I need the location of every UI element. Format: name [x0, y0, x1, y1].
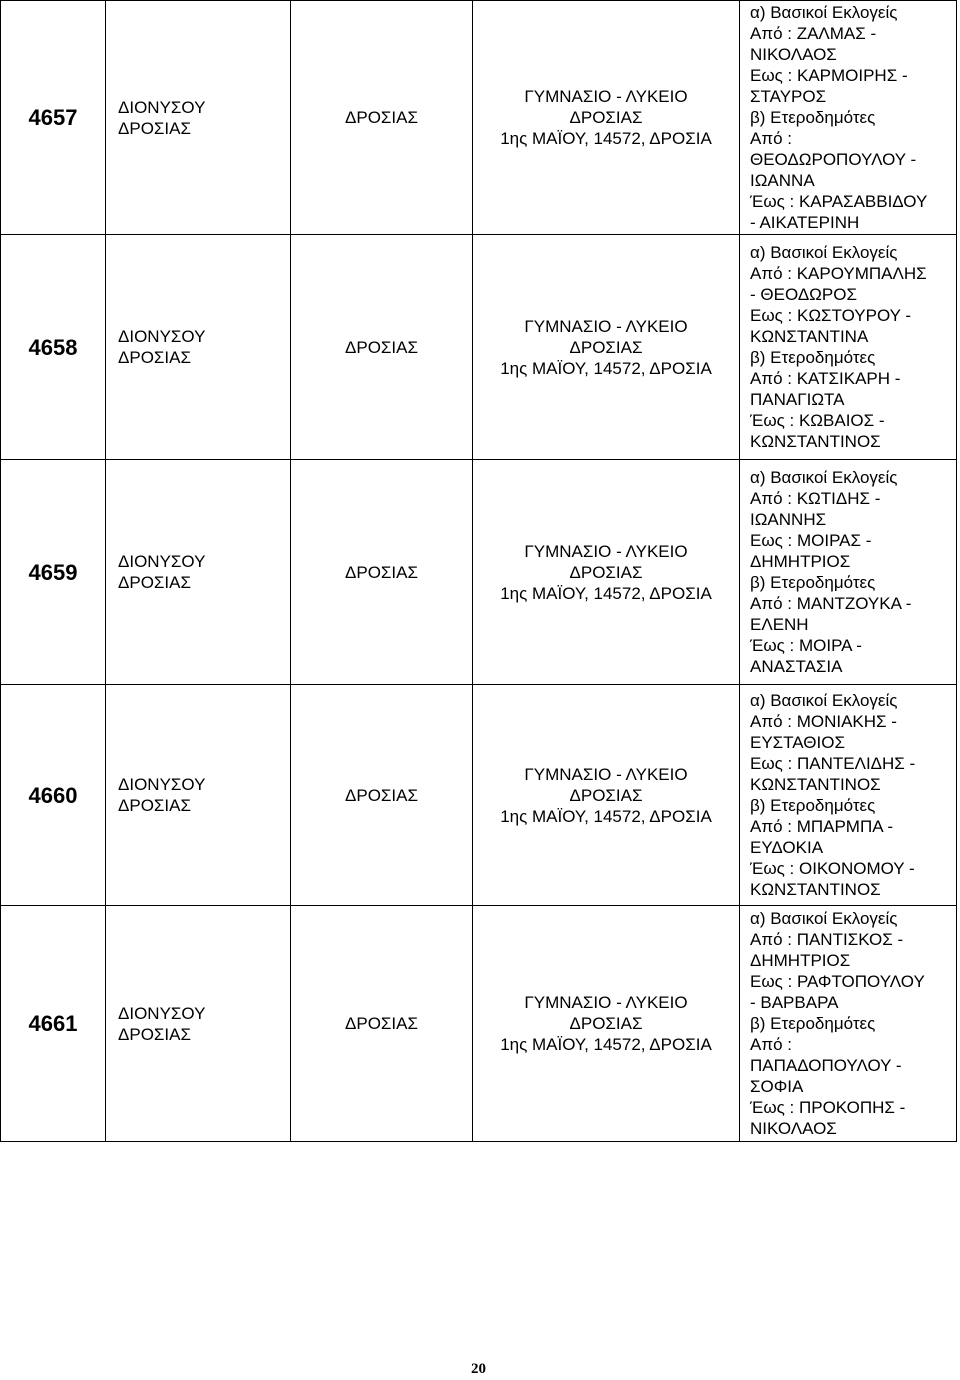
representatives-cell [740, 906, 957, 1142]
representative-line: ΚΩΝΣΤΑΝΤΙΝΑ [750, 327, 869, 346]
representative-line: β) Ετεροδημότες [750, 108, 876, 127]
representative-line: Εως : ΚΩΣΤΟΥΡΟΥ - [750, 306, 912, 325]
municipality-line: ΔΡΟΣΙΑΣ [118, 796, 191, 815]
polling-place-line: ΔΡΟΣΙΑΣ [569, 562, 643, 582]
representatives-cell [740, 235, 957, 460]
representative-line: ΣΟΦΙΑ [750, 1077, 804, 1096]
representative-line: Από : ΜΟΝΙΑΚΗΣ - [750, 712, 897, 731]
table-row [1, 460, 957, 685]
table-row [1, 906, 957, 1142]
representative-line: ΔΗΜΗΤΡΙΟΣ [750, 552, 851, 571]
table-row [1, 685, 957, 906]
polling-place-cell [473, 906, 740, 1142]
representative-line: ΚΩΝΣΤΑΝΤΙΝΟΣ [750, 880, 881, 899]
page-number: 20 [471, 1361, 486, 1377]
representative-line: - ΘΕΟΔΩΡΟΣ [750, 285, 857, 304]
representative-line: ΚΩΝΣΤΑΝΤΙΝΟΣ [750, 432, 881, 451]
municipality-line: ΔΡΟΣΙΑΣ [118, 348, 191, 367]
representative-line: β) Ετεροδημότες [750, 573, 876, 592]
representative-line: α) Βασικοί Εκλογείς [750, 909, 898, 928]
table-row [1, 1, 957, 235]
representative-line: α) Βασικοί Εκλογείς [750, 243, 898, 262]
representative-line: ΚΩΝΣΤΑΝΤΙΝΟΣ [750, 775, 881, 794]
representative-line: Εως : ΜΟΙΡΑΣ - [750, 531, 872, 550]
representative-line: Από : [750, 129, 792, 148]
representative-line: ΝΙΚΟΛΑΟΣ [750, 1119, 837, 1138]
representative-line: Έως : ΠΡΟΚΟΠΗΣ - [750, 1098, 906, 1117]
representative-line: Εως : ΡΑΦΤΟΠΟΥΛΟΥ [750, 972, 925, 991]
representative-line: Από : ΜΠΑΡΜΠΑ - [750, 817, 894, 836]
polling-place-cell [473, 685, 740, 906]
municipality-line: ΔΡΟΣΙΑΣ [118, 573, 191, 592]
representative-line: - ΑΙΚΑΤΕΡΙΝΗ [750, 213, 860, 232]
representative-line: ΠΑΝΑΓΙΩΤΑ [750, 390, 845, 409]
representative-line: ΔΗΜΗΤΡΙΟΣ [750, 951, 851, 970]
representative-line: ΕΥΣΤΑΘΙΟΣ [750, 733, 845, 752]
station-number: 4657 [1, 1, 106, 235]
representative-line: Από : ΠΑΝΤΙΣΚΟΣ - [750, 930, 904, 949]
representative-line: Εως : ΠΑΝΤΕΛΙΔΗΣ - [750, 754, 916, 773]
polling-place-line: ΔΡΟΣΙΑΣ [569, 785, 643, 805]
polling-place-line: 1ης ΜΑΪΟΥ, 14572, ΔΡΟΣΙΑ [500, 806, 712, 826]
station-number: 4660 [1, 685, 106, 906]
polling-place-line: ΓΥΜΝΑΣΙΟ - ΛΥΚΕΙΟ [524, 764, 688, 784]
representative-line: α) Βασικοί Εκλογείς [750, 3, 898, 22]
municipality-line: ΔΙΟΝΥΣΟΥ [118, 327, 206, 346]
municipality-cell [106, 906, 291, 1142]
polling-place-line: ΔΡΟΣΙΑΣ [569, 337, 643, 357]
representative-line: Έως : ΚΩΒΑΙΟΣ - [750, 411, 885, 430]
municipality-line: ΔΙΟΝΥΣΟΥ [118, 775, 206, 794]
district-cell: ΔΡΟΣΙΑΣ [291, 235, 473, 460]
district-cell: ΔΡΟΣΙΑΣ [291, 685, 473, 906]
polling-place-cell [473, 460, 740, 685]
representative-line: Από : ΖΑΛΜΑΣ - [750, 24, 877, 43]
district-cell: ΔΡΟΣΙΑΣ [291, 460, 473, 685]
municipality-cell [106, 685, 291, 906]
representative-line: β) Ετεροδημότες [750, 1014, 876, 1033]
representative-line: ΙΩΑΝΝΑ [750, 171, 815, 190]
polling-place-line: 1ης ΜΑΪΟΥ, 14572, ΔΡΟΣΙΑ [500, 358, 712, 378]
representative-line: Εως : ΚΑΡΜΟΙΡΗΣ - [750, 66, 908, 85]
municipality-cell [106, 460, 291, 685]
polling-place-cell [473, 235, 740, 460]
representative-line: - ΒΑΡΒΑΡΑ [750, 993, 839, 1012]
representative-line: Από : ΚΑΤΣΙΚΑΡΗ - [750, 369, 901, 388]
representative-line: ΑΝΑΣΤΑΣΙΑ [750, 657, 843, 676]
representative-line: Από : [750, 1035, 792, 1054]
representative-line: α) Βασικοί Εκλογείς [750, 468, 898, 487]
municipality-cell [106, 1, 291, 235]
district-cell: ΔΡΟΣΙΑΣ [291, 1, 473, 235]
representative-line: ΠΑΠΑΔΟΠΟΥΛΟΥ - [750, 1056, 902, 1075]
station-number: 4658 [1, 235, 106, 460]
representative-line: Από : ΚΑΡΟΥΜΠΑΛΗΣ [750, 264, 927, 283]
station-number: 4659 [1, 460, 106, 685]
municipality-line: ΔΙΟΝΥΣΟΥ [118, 552, 206, 571]
representative-line: ΣΤΑΥΡΟΣ [750, 87, 827, 106]
polling-place-line: ΔΡΟΣΙΑΣ [569, 108, 643, 127]
polling-place-cell [473, 1, 740, 235]
municipality-line: ΔΙΟΝΥΣΟΥ [118, 97, 206, 117]
representatives-cell [740, 460, 957, 685]
representative-line: ΘΕΟΔΩΡΟΠΟΥΛΟΥ - [750, 150, 917, 169]
municipality-line: ΔΙΟΝΥΣΟΥ [118, 1003, 206, 1023]
station-number: 4661 [1, 906, 106, 1142]
polling-place-line: ΓΥΜΝΑΣΙΟ - ΛΥΚΕΙΟ [524, 541, 688, 561]
polling-place-line: 1ης ΜΑΪΟΥ, 14572, ΔΡΟΣΙΑ [500, 129, 712, 148]
representative-line: β) Ετεροδημότες [750, 796, 876, 815]
polling-place-line: 1ης ΜΑΪΟΥ, 14572, ΔΡΟΣΙΑ [500, 1035, 712, 1054]
district-cell: ΔΡΟΣΙΑΣ [291, 906, 473, 1142]
table-body [1, 1, 957, 1142]
representatives-cell [740, 685, 957, 906]
polling-place-line: ΓΥΜΝΑΣΙΟ - ΛΥΚΕΙΟ [524, 316, 688, 336]
representatives-cell [740, 1, 957, 235]
representative-line: ΙΩΑΝΝΗΣ [750, 510, 827, 529]
polling-place-line: ΓΥΜΝΑΣΙΟ - ΛΥΚΕΙΟ [524, 87, 688, 106]
table-row [1, 235, 957, 460]
municipality-line: ΔΡΟΣΙΑΣ [118, 118, 191, 138]
municipality-cell [106, 235, 291, 460]
representative-line: ΕΥΔΟΚΙΑ [750, 838, 824, 857]
representative-line: α) Βασικοί Εκλογείς [750, 691, 898, 710]
representative-line: β) Ετεροδημότες [750, 348, 876, 367]
representative-line: ΕΛΕΝΗ [750, 615, 809, 634]
representative-line: ΝΙΚΟΛΑΟΣ [750, 45, 837, 64]
representative-line: Έως : ΜΟΙΡΑ - [750, 636, 862, 655]
polling-place-line: 1ης ΜΑΪΟΥ, 14572, ΔΡΟΣΙΑ [500, 583, 712, 603]
municipality-line: ΔΡΟΣΙΑΣ [118, 1024, 191, 1044]
polling-place-line: ΔΡΟΣΙΑΣ [569, 1014, 643, 1033]
representative-line: Έως : ΚΑΡΑΣΑΒΒΙΔΟΥ [750, 192, 928, 211]
representative-line: Από : ΜΑΝΤΖΟΥΚΑ - [750, 594, 912, 613]
polling-place-line: ΓΥΜΝΑΣΙΟ - ΛΥΚΕΙΟ [524, 993, 688, 1012]
representative-line: Έως : ΟΙΚΟΝΟΜΟΥ - [750, 859, 915, 878]
representative-line: Από : ΚΩΤΙΔΗΣ - [750, 489, 881, 508]
